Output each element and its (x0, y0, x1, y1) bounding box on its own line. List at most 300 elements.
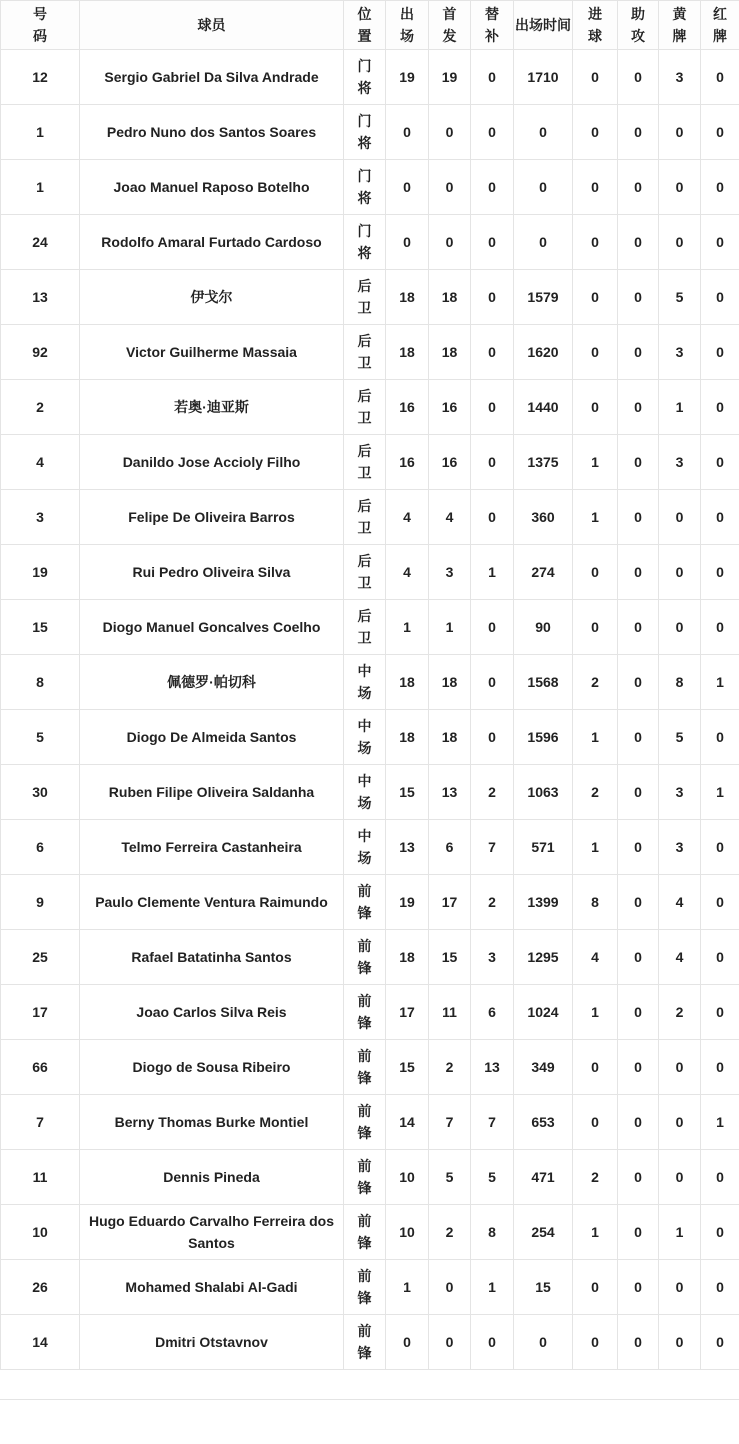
cell-subs-text: 5 (488, 1169, 496, 1185)
column-header-label: 替补 (485, 6, 499, 44)
cell-position (344, 50, 386, 105)
cell-appearances-text: 16 (399, 399, 415, 415)
cell-yellow-text: 0 (675, 124, 684, 140)
cell-number (1, 1095, 80, 1150)
cell-assists (618, 1205, 659, 1260)
cell-minutes-text: 1063 (527, 784, 559, 800)
cell-red-text: 0 (716, 289, 724, 305)
cell-player (80, 985, 344, 1040)
cell-assists (618, 490, 659, 545)
cell-goals (573, 655, 618, 710)
cell-starts-text: 4 (445, 509, 454, 525)
cell-goals-text: 0 (591, 1334, 599, 1350)
cell-red-text: 1 (716, 784, 724, 800)
cell-appearances-text: 4 (403, 564, 411, 580)
cell-number-text: 8 (36, 674, 44, 690)
cell-number (1, 435, 80, 490)
cell-starts-text: 0 (445, 124, 454, 140)
cell-position (344, 1150, 386, 1205)
cell-minutes-text: 571 (531, 839, 555, 855)
player-row (1, 435, 739, 490)
player-row (1, 930, 739, 985)
cell-number (1, 820, 80, 875)
cell-red (701, 435, 739, 490)
cell-appearances-text: 19 (399, 69, 415, 85)
cell-number-text: 11 (32, 1169, 48, 1185)
cell-goals-text: 1 (591, 454, 599, 470)
cell-yellow (659, 600, 701, 655)
cell-red (701, 875, 739, 930)
player-row (1, 985, 739, 1040)
cell-position (344, 490, 386, 545)
cell-appearances-text: 10 (399, 1169, 415, 1185)
cell-position-text: 后卫 (357, 498, 372, 536)
cell-position (344, 1315, 386, 1370)
cell-appearances (386, 1260, 429, 1315)
cell-number (1, 325, 80, 380)
cell-subs-text: 0 (488, 619, 496, 635)
cell-minutes (514, 765, 573, 820)
cell-minutes-text: 349 (531, 1059, 555, 1075)
cell-assists (618, 820, 659, 875)
cell-position-text: 前锋 (357, 883, 372, 921)
cell-yellow-text: 4 (675, 894, 684, 910)
cell-player-text: Sergio Gabriel Da Silva Andrade (104, 69, 319, 85)
cell-assists (618, 215, 659, 270)
cell-yellow (659, 270, 701, 325)
cell-assists (618, 600, 659, 655)
cell-number (1, 875, 80, 930)
cell-appearances-text: 16 (399, 454, 415, 470)
cell-number (1, 1260, 80, 1315)
column-header-label: 出场 (400, 6, 414, 44)
cell-appearances-text: 18 (399, 729, 415, 745)
cell-red (701, 50, 739, 105)
cell-minutes-text: 0 (539, 1334, 547, 1350)
cell-position (344, 765, 386, 820)
cell-position (344, 600, 386, 655)
cell-red-text: 0 (716, 1059, 724, 1075)
cell-minutes (514, 820, 573, 875)
cell-player-text: Mohamed Shalabi Al-Gadi (125, 1279, 298, 1295)
cell-red-text: 0 (716, 1004, 724, 1020)
column-header-label: 黄牌 (672, 6, 687, 44)
cell-assists (618, 380, 659, 435)
cell-appearances (386, 1095, 429, 1150)
cell-minutes-text: 0 (539, 124, 547, 140)
cell-appearances (386, 490, 429, 545)
cell-minutes-text: 1024 (527, 1004, 559, 1020)
cell-minutes (514, 105, 573, 160)
cell-goals-text: 8 (591, 894, 599, 910)
cell-yellow-text: 1 (675, 399, 684, 415)
cell-player-text: Pedro Nuno dos Santos Soares (106, 124, 317, 140)
cell-yellow-text: 0 (675, 234, 684, 250)
column-header-goals (573, 1, 618, 50)
cell-goals-text: 1 (591, 509, 599, 525)
cell-position-text: 前锋 (357, 1268, 372, 1306)
cell-goals (573, 1315, 618, 1370)
cell-yellow-text: 2 (675, 1004, 684, 1020)
cell-appearances (386, 325, 429, 380)
cell-goals (573, 930, 618, 985)
cell-goals-text: 0 (591, 69, 599, 85)
cell-subs (471, 160, 514, 215)
cell-red-text: 0 (716, 399, 724, 415)
cell-yellow (659, 545, 701, 600)
cell-minutes-text: 0 (539, 179, 547, 195)
cell-appearances (386, 875, 429, 930)
cell-number-text: 25 (32, 949, 48, 965)
cell-yellow-text: 3 (675, 839, 684, 855)
cell-player-text: Victor Guilherme Massaia (126, 344, 297, 360)
cell-player (80, 875, 344, 930)
cell-number-text: 15 (32, 619, 48, 635)
cell-player (80, 490, 344, 545)
cell-assists-text: 0 (634, 509, 642, 525)
player-row (1, 325, 739, 380)
cell-starts-text: 2 (445, 1224, 454, 1240)
cell-yellow-text: 3 (675, 454, 684, 470)
cell-yellow (659, 215, 701, 270)
cell-appearances-text: 17 (399, 1004, 415, 1020)
cell-assists (618, 655, 659, 710)
cell-starts (429, 380, 471, 435)
cell-minutes-text: 1620 (527, 344, 559, 360)
cell-minutes-text: 653 (531, 1114, 555, 1130)
cell-starts-text: 0 (445, 1279, 454, 1295)
cell-starts-text: 0 (445, 179, 454, 195)
cell-goals (573, 325, 618, 380)
cell-red-text: 0 (716, 1334, 724, 1350)
column-header-number (1, 1, 80, 50)
cell-yellow (659, 820, 701, 875)
player-row (1, 380, 739, 435)
cell-yellow (659, 710, 701, 765)
cell-subs (471, 325, 514, 380)
cell-position-text: 中场 (357, 828, 372, 866)
cell-yellow-text: 0 (675, 1059, 684, 1075)
cell-player (80, 270, 344, 325)
cell-subs (471, 710, 514, 765)
cell-assists-text: 0 (634, 124, 642, 140)
cell-starts-text: 0 (445, 234, 454, 250)
cell-minutes-text: 274 (531, 564, 555, 580)
cell-starts-text: 3 (445, 564, 454, 580)
column-header-starts (429, 1, 471, 50)
cell-minutes (514, 380, 573, 435)
cell-position-text: 门将 (357, 58, 372, 96)
cell-minutes-text: 1440 (527, 399, 559, 415)
cell-red-text: 0 (716, 1224, 724, 1240)
cell-starts (429, 435, 471, 490)
cell-subs (471, 270, 514, 325)
cell-player (80, 380, 344, 435)
cell-subs-text: 8 (488, 1224, 496, 1240)
cell-position (344, 985, 386, 1040)
player-row (1, 600, 739, 655)
cell-starts (429, 105, 471, 160)
cell-assists-text: 0 (634, 454, 642, 470)
cell-minutes-text: 471 (531, 1169, 555, 1185)
cell-red (701, 600, 739, 655)
cell-assists (618, 105, 659, 160)
cell-starts-text: 7 (445, 1114, 454, 1130)
cell-subs-text: 0 (488, 1334, 496, 1350)
cell-subs-text: 1 (488, 1279, 496, 1295)
cell-number-text: 7 (36, 1114, 44, 1130)
cell-red-text: 0 (716, 124, 724, 140)
cell-appearances-text: 0 (403, 234, 411, 250)
cell-goals-text: 0 (591, 124, 599, 140)
cell-appearances-text: 18 (399, 949, 415, 965)
cell-number-text: 10 (32, 1224, 48, 1240)
cell-appearances-text: 1 (403, 619, 411, 635)
cell-player (80, 215, 344, 270)
cell-goals (573, 545, 618, 600)
cell-subs-text: 0 (488, 124, 496, 140)
cell-minutes (514, 545, 573, 600)
cell-minutes (514, 50, 573, 105)
cell-starts (429, 875, 471, 930)
cell-subs (471, 985, 514, 1040)
cell-number (1, 930, 80, 985)
cell-player-text: Rodolfo Amaral Furtado Cardoso (101, 234, 322, 250)
cell-yellow (659, 1150, 701, 1205)
cell-goals (573, 215, 618, 270)
cell-player (80, 1315, 344, 1370)
cell-starts (429, 600, 471, 655)
cell-starts-text: 13 (441, 784, 458, 800)
cell-starts-text: 1 (445, 619, 454, 635)
cell-number-text: 12 (32, 69, 48, 85)
cell-starts-text: 5 (445, 1169, 454, 1185)
cell-goals (573, 435, 618, 490)
cell-starts (429, 325, 471, 380)
cell-yellow-text: 0 (675, 1279, 684, 1295)
cell-number (1, 1205, 80, 1260)
cell-position-text: 门将 (357, 168, 372, 206)
cell-minutes (514, 160, 573, 215)
cell-position-text: 前锋 (357, 1213, 372, 1251)
cell-position-text: 中场 (357, 663, 372, 701)
cell-subs-text: 0 (488, 69, 496, 85)
cell-red-text: 0 (716, 1169, 724, 1185)
column-header-label: 助攻 (631, 6, 645, 44)
player-row (1, 490, 739, 545)
cell-goals-text: 0 (591, 564, 599, 580)
cell-player (80, 1150, 344, 1205)
cell-player-text: Dmitri Otstavnov (155, 1334, 268, 1350)
cell-number (1, 160, 80, 215)
cell-starts-text: 15 (441, 949, 458, 965)
table-body (1, 50, 739, 1370)
cell-yellow-text: 0 (675, 1169, 684, 1185)
cell-goals (573, 1260, 618, 1315)
cell-subs (471, 655, 514, 710)
cell-yellow (659, 380, 701, 435)
column-header-red (701, 1, 739, 50)
cell-number-text: 24 (32, 234, 48, 250)
player-row (1, 215, 739, 270)
cell-goals-text: 2 (591, 784, 599, 800)
cell-appearances (386, 985, 429, 1040)
cell-yellow (659, 325, 701, 380)
cell-goals (573, 765, 618, 820)
cell-appearances (386, 1150, 429, 1205)
cell-goals-text: 0 (591, 289, 599, 305)
cell-starts-text: 18 (441, 344, 458, 360)
cell-subs-text: 7 (488, 1114, 496, 1130)
cell-position (344, 105, 386, 160)
cell-assists-text: 0 (634, 69, 642, 85)
cell-appearances-text: 13 (399, 839, 415, 855)
cell-starts (429, 270, 471, 325)
footer-divider (0, 1399, 739, 1400)
cell-number (1, 380, 80, 435)
cell-subs-text: 1 (488, 564, 496, 580)
cell-subs (471, 1095, 514, 1150)
cell-position-text: 门将 (357, 113, 372, 151)
player-row (1, 655, 739, 710)
cell-appearances-text: 10 (399, 1224, 415, 1240)
cell-number (1, 1040, 80, 1095)
cell-assists-text: 0 (634, 839, 642, 855)
cell-position (344, 875, 386, 930)
cell-position-text: 后卫 (357, 388, 372, 426)
cell-assists-text: 0 (634, 674, 642, 690)
player-row (1, 105, 739, 160)
cell-subs-text: 0 (488, 344, 496, 360)
cell-minutes (514, 1315, 573, 1370)
cell-number-text: 19 (32, 564, 48, 580)
cell-position-text: 前锋 (357, 938, 372, 976)
cell-position-text: 门将 (357, 223, 372, 261)
cell-subs (471, 105, 514, 160)
cell-red-text: 0 (716, 894, 724, 910)
cell-assists-text: 0 (634, 1169, 642, 1185)
cell-subs-text: 2 (488, 784, 496, 800)
cell-yellow (659, 765, 701, 820)
cell-number (1, 50, 80, 105)
cell-goals-text: 0 (591, 344, 599, 360)
cell-appearances (386, 545, 429, 600)
player-row (1, 50, 739, 105)
cell-player-text: Diogo de Sousa Ribeiro (132, 1059, 291, 1075)
cell-appearances (386, 50, 429, 105)
cell-yellow (659, 1315, 701, 1370)
cell-number-text: 26 (32, 1279, 48, 1295)
cell-yellow-text: 8 (675, 674, 684, 690)
cell-yellow-text: 0 (675, 564, 684, 580)
cell-number-text: 14 (32, 1334, 48, 1350)
cell-minutes-text: 1375 (527, 454, 559, 470)
cell-number (1, 710, 80, 765)
cell-player (80, 545, 344, 600)
cell-goals-text: 1 (591, 1004, 599, 1020)
cell-player (80, 1260, 344, 1315)
cell-player-text: Dennis Pineda (163, 1169, 260, 1185)
cell-position (344, 710, 386, 765)
cell-starts (429, 710, 471, 765)
cell-red-text: 0 (716, 509, 724, 525)
cell-appearances-text: 0 (403, 179, 411, 195)
cell-player (80, 600, 344, 655)
cell-starts-text: 18 (441, 289, 458, 305)
cell-appearances (386, 655, 429, 710)
cell-number (1, 765, 80, 820)
cell-red-text: 0 (716, 619, 724, 635)
cell-goals-text: 0 (591, 1059, 599, 1075)
cell-number (1, 490, 80, 545)
cell-assists-text: 0 (634, 894, 642, 910)
cell-goals-text: 0 (591, 399, 599, 415)
cell-starts (429, 1095, 471, 1150)
cell-starts (429, 1315, 471, 1370)
cell-assists-text: 0 (634, 1224, 642, 1240)
cell-starts (429, 545, 471, 600)
cell-red (701, 765, 739, 820)
cell-subs-text: 3 (488, 949, 496, 965)
cell-subs (471, 765, 514, 820)
column-header-subs (471, 1, 514, 50)
cell-starts (429, 1150, 471, 1205)
cell-assists (618, 160, 659, 215)
cell-player (80, 710, 344, 765)
player-row (1, 1150, 739, 1205)
cell-yellow (659, 160, 701, 215)
cell-goals (573, 380, 618, 435)
cell-assists (618, 1315, 659, 1370)
cell-red-text: 0 (716, 69, 724, 85)
cell-player (80, 820, 344, 875)
cell-goals-text: 0 (591, 179, 599, 195)
cell-number-text: 2 (36, 399, 44, 415)
cell-starts-text: 16 (441, 399, 458, 415)
cell-player (80, 435, 344, 490)
cell-appearances-text: 15 (399, 1059, 415, 1075)
cell-starts-text: 17 (441, 894, 458, 910)
cell-subs (471, 600, 514, 655)
cell-appearances-text: 0 (403, 124, 411, 140)
cell-subs-text: 7 (488, 839, 496, 855)
cell-red (701, 490, 739, 545)
cell-subs-text: 13 (484, 1059, 500, 1075)
cell-appearances (386, 1315, 429, 1370)
cell-number (1, 270, 80, 325)
cell-minutes (514, 1150, 573, 1205)
cell-appearances (386, 105, 429, 160)
table-header (1, 1, 739, 50)
cell-position-text: 后卫 (357, 278, 372, 316)
cell-position (344, 930, 386, 985)
cell-number (1, 1315, 80, 1370)
cell-subs-text: 0 (488, 234, 496, 250)
cell-starts (429, 160, 471, 215)
cell-player-text: 佩德罗·帕切科 (167, 674, 256, 690)
cell-appearances-text: 1 (403, 1279, 411, 1295)
cell-player (80, 930, 344, 985)
cell-assists (618, 270, 659, 325)
cell-minutes-text: 15 (535, 1279, 551, 1295)
cell-subs (471, 50, 514, 105)
cell-appearances-text: 14 (399, 1114, 415, 1130)
cell-appearances-text: 18 (399, 344, 415, 360)
cell-player (80, 1040, 344, 1095)
header-row (1, 1, 739, 50)
cell-goals (573, 1150, 618, 1205)
cell-goals-text: 2 (591, 674, 599, 690)
